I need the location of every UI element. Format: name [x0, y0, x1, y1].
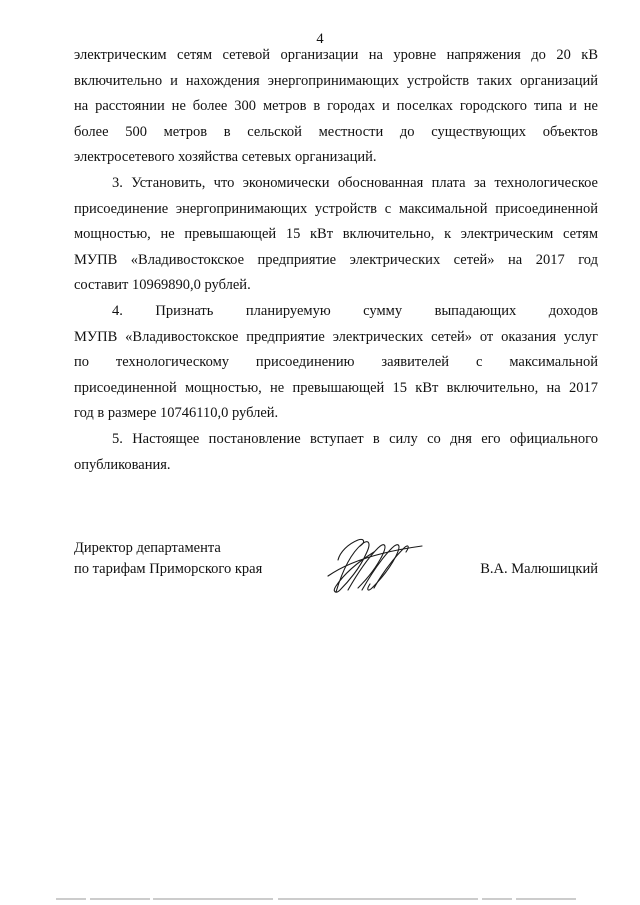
text-line: электросетевого хозяйства сетевых организаций. [74, 149, 377, 166]
paragraph-item-3 [74, 171, 598, 299]
text-line: присоединение энергопринимающих устройств с максимальной присоединенной [74, 200, 598, 217]
text-line: более 500 метров в сельской местности до существующих объектов [74, 123, 598, 140]
signatory-title [74, 538, 262, 580]
text-line: опубликования. [74, 456, 171, 473]
text-line: на расстоянии не более 300 метров в городах и поселках городского типа и не [74, 98, 598, 115]
document-body [74, 43, 598, 478]
text-line: год в размере 10746110,0 рублей. [74, 405, 279, 422]
text-line: составит 10969890,0 рублей. [74, 277, 251, 294]
paragraph-continuation [74, 43, 598, 171]
text-line: включительно и нахождения энергопринимающих устройств таких организаций [74, 72, 598, 89]
signatory-title-line: Директор департамента [74, 540, 221, 556]
footer-scan-line [56, 898, 576, 900]
handwritten-signature-icon [318, 532, 428, 598]
page-number: 4 [316, 31, 324, 47]
text-line: по технологическому присоединению заявителей с максимальной [74, 354, 598, 371]
signature-block [74, 538, 598, 608]
text-line: МУПВ «Владивостокское предприятие электрических сетей» на 2017 год [74, 251, 598, 268]
paragraph-item-4 [74, 299, 598, 427]
signatory-title-line: по тарифам Приморского края [74, 561, 263, 577]
text-line: электрическим сетям сетевой организации на уровне напряжения до 20 кВ [74, 47, 598, 63]
text-line: МУПВ «Владивостокское предприятие электрических сетей» от оказания услуг [74, 328, 598, 345]
text-line: 4. Признать планируемую сумму выпадающих доходов [112, 302, 598, 319]
text-line: присоединенной мощностью, не превышающей 15 кВт включительно, на 2017 [74, 379, 598, 396]
text-line: мощностью, не превышающей 15 кВт включительно, к электрическим сетям [74, 226, 598, 243]
paragraph-item-5 [74, 427, 598, 478]
signatory-name: В.А. Малюшицкий [480, 561, 598, 577]
text-line: 5. Настоящее постановление вступает в силу со дня его официального [112, 430, 598, 447]
text-line: 3. Установить, что экономически обоснованная плата за технологическое [112, 174, 598, 191]
